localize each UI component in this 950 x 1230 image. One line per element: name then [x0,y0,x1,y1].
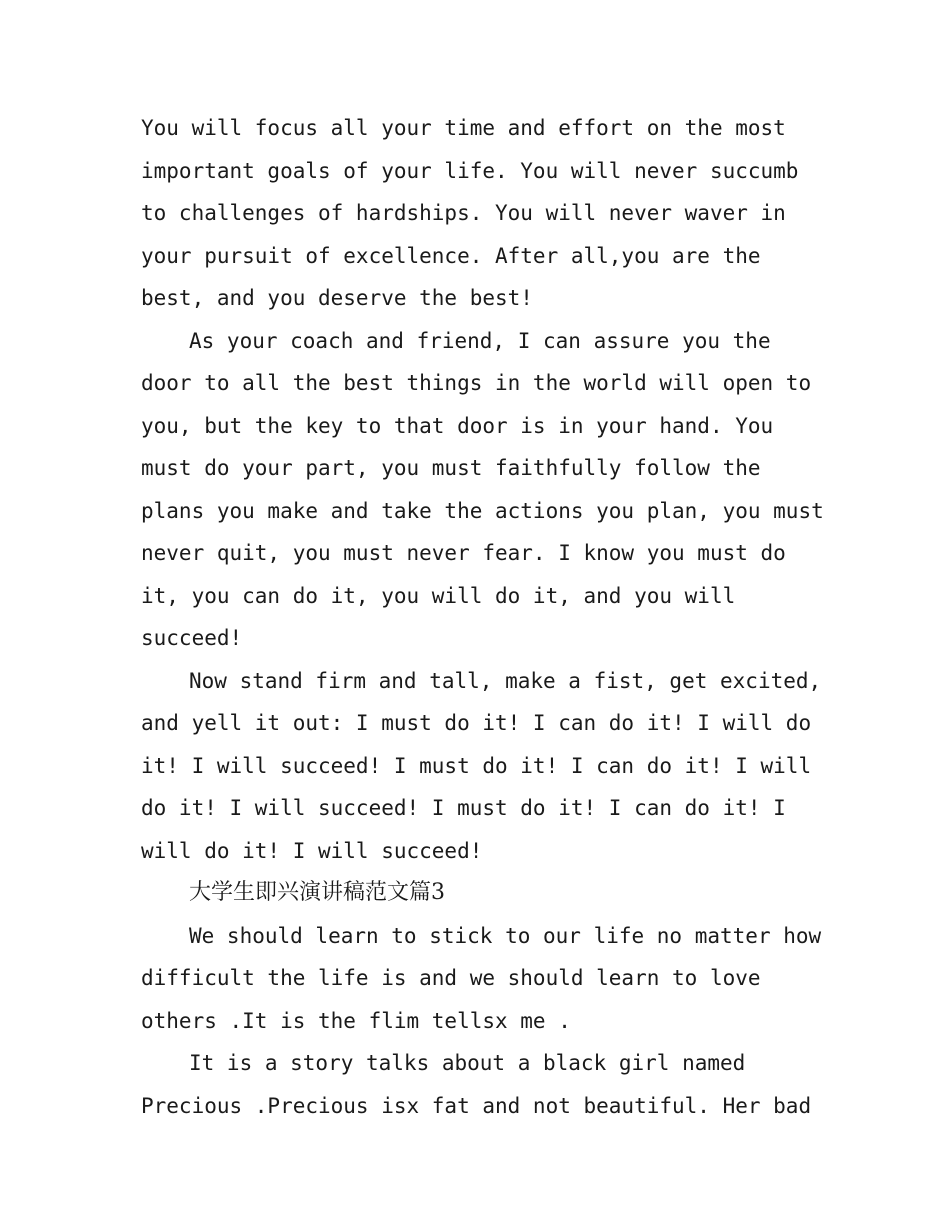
text-line: others .It is the flim tellsx me . [141,1008,571,1033]
paragraph [141,660,831,873]
text-line: succeed! [141,626,243,650]
paragraph [141,915,831,1043]
text-line: and yell it out: I must do it! I can do it! I will do [141,711,812,735]
text-line: to challenges of hardships. You will never waver in [141,201,786,225]
text-line: will do it! I will succeed! [141,838,483,863]
text-line: difficult the life is and we should learn to love [141,966,761,990]
text-line: do it! I will succeed! I must do it! I can do it! I [141,796,786,820]
text-line: never quit, you must never fear. I know you must do [141,541,786,565]
text-line: must do your part, you must faithfully follow the [141,456,761,480]
text-line: It is a story talks about a black girl named [189,1051,746,1075]
paragraph [141,1042,831,1127]
text-line: As your coach and friend, I can assure you the [189,328,771,353]
text-line: You will focus all your time and effort on the most [141,116,786,140]
text-line: Precious .Precious isx fat and not beautiful. Her bad [141,1093,812,1118]
text-line: plans you make and take the actions you plan, you must [141,498,824,523]
text-line: door to all the best things in the world will open to [141,371,812,395]
section-heading: 大学生即兴演讲稿范文篇3 [189,880,445,905]
text-line: it! I will succeed! I must do it! I can do it! I will [141,753,812,778]
text-line: We should learn to stick to our life no matter how [189,923,822,948]
text-line: you, but the key to that door is in your hand. You [141,413,774,438]
paragraph [141,107,831,320]
text-line: important goals of your life. You will never succumb [141,158,799,183]
text-line: Now stand firm and tall, make a fist, get excited, [189,668,822,693]
text-line: your pursuit of excellence. After all,you are the [141,243,761,268]
paragraph [141,320,831,660]
text-line: it, you can do it, you will do it, and you will [141,583,736,608]
text-line: best, and you deserve the best! [141,286,533,310]
document-body [141,107,831,1127]
